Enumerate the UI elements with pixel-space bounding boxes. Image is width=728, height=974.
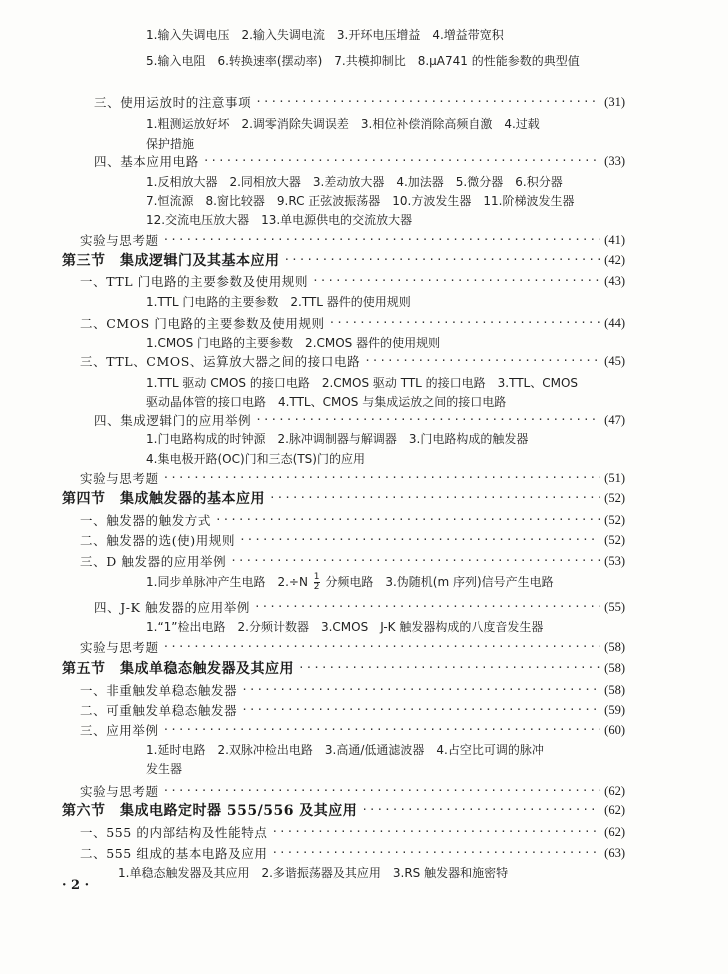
dot-leader	[163, 721, 601, 739]
toc-entry-page: (52)	[604, 532, 625, 547]
list-item: 12.交流电压放大器 13.单电源供电的交流放大器	[146, 213, 413, 227]
fraction	[314, 573, 320, 592]
list-item: 1.“1”检出电路 2.分频计数器 3.CMOS J-K 触发器构成的八度音发生器	[146, 620, 544, 634]
list-item	[146, 573, 554, 591]
toc-entry-page: (43)	[604, 273, 625, 288]
toc-entry-page: (31)	[604, 94, 625, 109]
toc-entry-page: (52)	[604, 490, 625, 505]
dot-leader	[241, 681, 600, 699]
toc-entry-gate-apps[interactable]	[94, 409, 625, 431]
list-item: 7.恒流源 8.窗比较器 9.RC 正弦波振荡器 10.方波发生器 11.阶梯波发生器	[146, 194, 575, 208]
dot-leader	[364, 352, 600, 370]
toc-entry-page: (52)	[604, 512, 625, 527]
list-item: 发生器	[146, 762, 183, 776]
toc-entry-title: 四、基本应用电路	[94, 154, 199, 169]
toc-entry-page: (45)	[604, 353, 625, 368]
toc-entry-page: (51)	[604, 470, 625, 485]
toc-entry-page: (44)	[604, 315, 625, 330]
list-item: 保护措施	[146, 137, 195, 151]
toc-entry-d-flipflop[interactable]	[80, 550, 625, 572]
toc-entry-555-circuits[interactable]	[80, 842, 625, 864]
page-number: · 2 ·	[62, 878, 90, 893]
toc-entry-title: 二、CMOS 门电路的主要参数及使用规则	[80, 316, 325, 331]
toc-entry-page: (60)	[604, 722, 625, 737]
dot-leader	[254, 598, 600, 616]
list-item: 1.单稳态触发器及其应用 2.多谐振荡器及其应用 3.RS 触发器和施密特	[118, 866, 509, 880]
toc-entry-title: 三、应用举例	[80, 723, 159, 738]
toc-entry-retrig[interactable]	[80, 699, 625, 721]
toc-entry-page: (58)	[604, 682, 625, 697]
toc-entry-experiments[interactable]	[80, 636, 625, 658]
fraction-numerator: 1	[313, 572, 320, 582]
dot-leader	[239, 531, 600, 549]
list-item-text: 分频电路 3.伪随机(m 序列)信号产生电路	[325, 575, 554, 589]
toc-entry-interface[interactable]	[80, 350, 625, 372]
dot-leader	[284, 251, 601, 269]
dot-leader	[329, 314, 601, 332]
toc-section-title: 第四节 集成触发器的基本应用	[62, 491, 265, 507]
toc-entry-page: (58)	[604, 639, 625, 654]
dot-leader	[163, 782, 601, 800]
dot-leader	[163, 469, 601, 487]
list-item: 1.门电路构成的时钟源 2.脉冲调制器与解调器 3.门电路构成的触发器	[146, 432, 529, 446]
list-item: 1.TTL 驱动 CMOS 的接口电路 2.CMOS 驱动 TTL 的接口电路 3.TTL、CMOS	[146, 376, 579, 390]
toc-entry-title: 二、555 组成的基本电路及应用	[80, 846, 268, 861]
toc-entry-page: (41)	[604, 232, 625, 247]
toc-entry-title: 一、非重触发单稳态触发器	[80, 683, 238, 698]
toc-entry-title: 二、触发器的选(使)用规则	[80, 533, 236, 548]
list-item-text: 1.同步单脉冲产生电路 2.÷N	[146, 575, 308, 589]
list-item: 1.输入失调电压 2.输入失调电流 3.开环电压增益 4.增益带宽积	[146, 28, 504, 42]
dot-leader	[255, 93, 600, 111]
list-item: 1.反相放大器 2.同相放大器 3.差动放大器 4.加法器 5.微分器 6.积分器	[146, 175, 563, 189]
list-item: 驱动晶体管的接口电路 4.TTL、CMOS 与集成运放之间的接口电路	[146, 395, 507, 409]
toc-section-5[interactable]	[62, 657, 625, 679]
toc-entry-ttl[interactable]	[80, 270, 625, 292]
toc-entry-page: (63)	[604, 845, 625, 860]
toc-entry-page: (62)	[604, 783, 625, 798]
toc-section-6[interactable]	[62, 799, 625, 821]
toc-entry-title: 四、J-K 触发器的应用举例	[94, 600, 250, 615]
toc-entry-basic-circuits[interactable]	[94, 150, 625, 172]
dot-leader	[163, 638, 601, 656]
toc-entry-title: 一、TTL 门电路的主要参数及使用规则	[80, 274, 309, 289]
dot-leader	[215, 511, 600, 529]
toc-entry-title: 实验与思考题	[80, 471, 159, 486]
dot-leader	[361, 801, 600, 819]
dot-leader	[241, 701, 600, 719]
toc-entry-title: 实验与思考题	[80, 640, 159, 655]
dot-leader	[269, 489, 600, 507]
dot-leader	[203, 152, 600, 170]
toc-section-title: 第六节 集成电路定时器 555/556 及其应用	[62, 803, 358, 819]
toc-entry-usage-notes[interactable]	[94, 91, 625, 113]
dot-leader	[271, 823, 600, 841]
toc-entry-page: (53)	[604, 553, 625, 568]
toc-entry-page: (58)	[604, 660, 625, 675]
list-item: 1.CMOS 门电路的主要参数 2.CMOS 器件的使用规则	[146, 336, 441, 350]
toc-entry-page: (59)	[604, 702, 625, 717]
dot-leader	[230, 552, 600, 570]
toc-entry-title: 三、D 触发器的应用举例	[80, 554, 227, 569]
toc-entry-cmos[interactable]	[80, 312, 625, 334]
list-item: 5.输入电阻 6.转换速率(摆动率) 7.共模抑制比 8.μA741 的性能参数的典型值	[146, 54, 580, 68]
toc-entry-selection-rules[interactable]	[80, 529, 625, 551]
toc-entry-title: 实验与思考题	[80, 233, 159, 248]
toc-section-title: 第三节 集成逻辑门及其基本应用	[62, 253, 280, 269]
toc-entry-555-structure[interactable]	[80, 821, 625, 843]
toc-entry-title: 一、555 的内部结构及性能特点	[80, 825, 268, 840]
toc-entry-title: 一、触发器的触发方式	[80, 513, 212, 528]
toc-entry-page: (47)	[604, 412, 625, 427]
toc-entry-title: 四、集成逻辑门的应用举例	[94, 413, 252, 428]
toc-entry-nonretrig[interactable]	[80, 679, 625, 701]
toc-entry-title: 三、TTL、CMOS、运算放大器之间的接口电路	[80, 354, 361, 369]
dot-leader	[298, 659, 600, 677]
dot-leader	[271, 844, 600, 862]
toc-section-title: 第五节 集成单稳态触发器及其应用	[62, 661, 294, 677]
toc-entry-page: (62)	[604, 802, 625, 817]
list-item: 4.集电极开路(OC)门和三态(TS)门的应用	[146, 452, 365, 466]
toc-entry-trigger-modes[interactable]	[80, 509, 625, 531]
toc-section-3[interactable]	[62, 249, 625, 271]
toc-entry-title: 三、使用运放时的注意事项	[94, 95, 252, 110]
toc-entry-page: (33)	[604, 153, 625, 168]
fraction-denominator: 2	[313, 582, 320, 592]
toc-entry-applications[interactable]	[80, 719, 625, 741]
dot-leader	[163, 231, 601, 249]
toc-entry-page: (55)	[604, 599, 625, 614]
toc-section-4[interactable]	[62, 487, 625, 509]
toc-entry-jk-flipflop[interactable]	[94, 596, 625, 618]
list-item: 1.延时电路 2.双脉冲检出电路 3.高通/低通滤波器 4.占空比可调的脉冲	[146, 743, 544, 757]
list-item: 1.粗测运放好坏 2.调零消除失调误差 3.相位补偿消除高频自激 4.过载	[146, 117, 540, 131]
dot-leader	[255, 411, 600, 429]
toc-entry-title: 实验与思考题	[80, 784, 159, 799]
toc-entry-page: (62)	[604, 824, 625, 839]
toc-entry-title: 二、可重触发单稳态触发器	[80, 703, 238, 718]
dot-leader	[312, 272, 600, 290]
toc-entry-page: (42)	[604, 252, 625, 267]
toc-entry-experiments[interactable]	[80, 229, 625, 251]
toc-entry-experiments[interactable]	[80, 467, 625, 489]
list-item: 1.TTL 门电路的主要参数 2.TTL 器件的使用规则	[146, 295, 411, 309]
